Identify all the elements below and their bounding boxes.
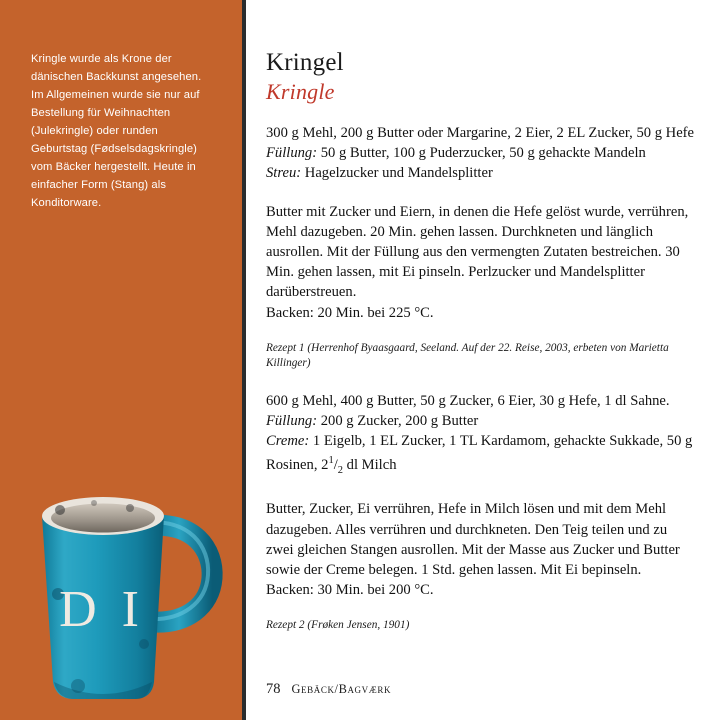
variant1-method <box>266 202 694 323</box>
variant2-source: Rezept 2 (Frøken Jensen, 1901) <box>266 619 410 632</box>
variant2-method <box>266 499 694 600</box>
variant1-ingredients <box>266 123 694 184</box>
variant2-cream-text-pre: 1 Eigelb, 1 EL Zucker, 1 TL Kardamom, gehackte Sukkade, 50 g Rosinen, 2 <box>266 433 693 474</box>
variant1-method-text: Butter mit Zucker und Eiern, in denen die Hefe gelöst wurde, verrühren, Mehl dazugeben. 20 Min. gehen lassen. Durchkneten und länglich ausrollen. Mit der Füllung aus den vermengten Zutaten bestreichen. 30 Min. gehen lassen, mit Ei pinseln. Perlzucker und Mandelsplitter darüberstreuen. <box>266 203 689 301</box>
mug-chip <box>91 500 97 506</box>
variant1-baking-text: Backen: 20 Min. bei 225 °C. <box>266 304 434 321</box>
page-number: 78 <box>266 681 281 697</box>
variant1-filling-label: Füllung: <box>266 145 318 162</box>
page-subtitle: Kringle <box>266 79 335 104</box>
variant1-ingredients-main: 300 g Mehl, 200 g Butter oder Margarine, 2 Eier, 2 EL Zucker, 50 g Hefe <box>266 125 695 141</box>
variant2-filling-text: 200 g Zucker, 200 g Butter <box>320 413 479 430</box>
variant2-method-text: Butter, Zucker, Ei verrühren, Hefe in Milch lösen und mit dem Mehl dazugeben. Alles verrühren und durchkneten. Den Teig teilen und zu zwei gleichen Stangen ausrollen. Mit der Masse aus Zucker und Butter sowie der Creme belegen. 1 Std. gehen lassen. Mit Ei bepinseln. <box>266 501 680 579</box>
sidebar-note-text: Kringle wurde als Krone der dänischen Backkunst angesehen. Im Allgemeinen wurde sie nur auf Bestellung für Weihnachten (Julekringle) oder runden Geburtstag (Fødselsdagskringle) vom Bäcker hergestellt. Heute in einfacher Form (Stang) als Konditorware. <box>31 53 202 209</box>
variant2-ingredients: 600 g Mehl, 400 g Butter, 50 g Zucker, 6 Eier, 30 g Hefe, 1 dl Sahne. Füllung: 200 g Zucker, 200 g Butter Creme: 1 Eigelb, 1 EL Zucker, 1 TL Kardamom, gehackte Sukkade, 50 g Rosinen, $2^1/_2$ dl Milch <box>266 392 693 477</box>
mug-letters: D I <box>59 581 145 638</box>
page-title: Kringel <box>266 49 344 76</box>
variant2-ingredients-main: 600 g Mehl, 400 g Butter, 50 g Zucker, 6 Eier, 30 g Hefe, 1 dl Sahne. <box>266 392 670 409</box>
mug-chip <box>126 504 134 512</box>
mug-inner <box>51 504 155 533</box>
mug-wear <box>139 639 149 649</box>
variant1-topping-label: Streu: <box>266 165 302 182</box>
page-footer <box>266 681 391 698</box>
enamel-mug-icon <box>18 454 233 704</box>
variant2-cream-fraction-denominator: 2 <box>337 465 343 477</box>
variant2-cream-fraction-numerator: 1 <box>328 455 334 467</box>
variant1-topping-text: Hagelzucker und Mandelsplitter <box>304 165 493 182</box>
recipe-content <box>246 0 708 720</box>
variant2-cream-text-post: dl Milch <box>343 457 397 474</box>
variant1-filling-text: 50 g Butter, 100 g Puderzucker, 50 g gehackte Mandeln <box>320 145 646 162</box>
footer-section-label: Gebäck/Bagværk <box>291 682 392 696</box>
variant2-cream-label: Creme: <box>266 433 310 450</box>
variant1-source: Rezept 1 (Herrenhof Byaasgaard, Seeland. Auf der 22. Reise, 2003, erbeten von Marietta Killinger) <box>266 341 669 369</box>
mug-chip <box>55 505 65 515</box>
variant2-baking-text: Backen: 30 Min. bei 200 °C. <box>266 582 434 599</box>
variant2-filling-label: Füllung: <box>266 413 318 430</box>
sidebar <box>0 0 242 720</box>
mug-illustration <box>18 454 233 704</box>
